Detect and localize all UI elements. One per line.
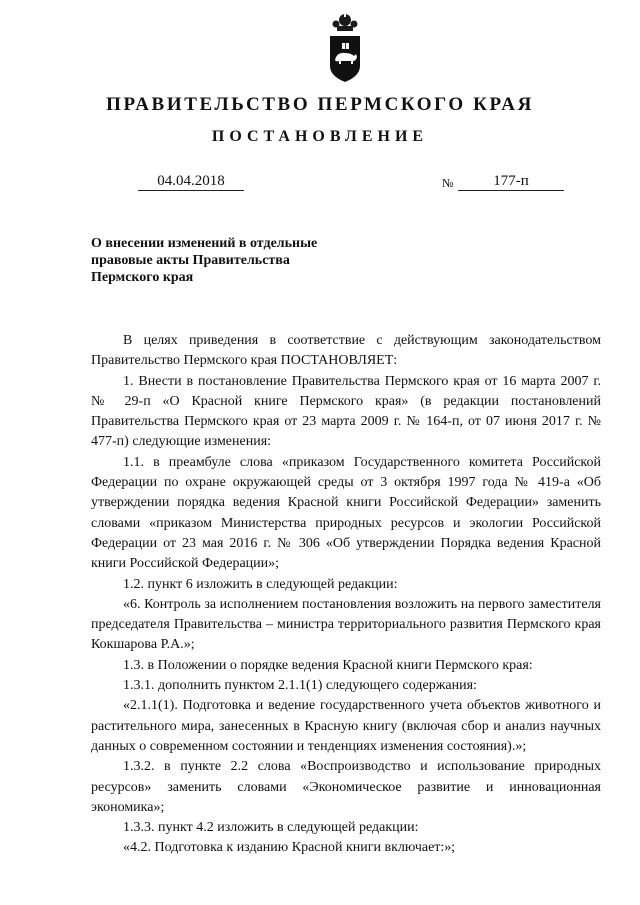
- number-sign: №: [442, 176, 454, 190]
- body-paragraph: 1.2. пункт 6 изложить в следующей редакции:: [123, 576, 398, 592]
- document-subject: [91, 235, 351, 286]
- body-paragraph: 1.3. в Положении о порядке ведения Красной книги Пермского края:: [123, 657, 533, 673]
- coat-of-arms-icon: [327, 14, 363, 84]
- document-type: ПОСТАНОВЛЕНИЕ: [211, 128, 429, 145]
- government-title: ПРАВИТЕЛЬСТВО ПЕРМСКОГО КРАЯ: [106, 94, 534, 115]
- body-paragraph: 1.3.1. дополнить пунктом 2.1.1(1) следующего содержания:: [123, 678, 477, 694]
- document-date: 04.04.2018: [138, 173, 244, 191]
- subject-line: правовые акты Правительства: [91, 253, 290, 268]
- body-paragraph: «6. Контроль за исполнением постановления возложить на первого заместителя председателя Правительства – министра территориального развития Пермского края Кокшарова Р.А.»;: [91, 596, 601, 653]
- body-paragraph: 1.1. в преамбуле слова «приказом Государственного комитета Российской Федерации по охране окружающей среды от 3 октября 1997 года № 419-а «Об утверждении порядка ведения Красной книги Российской Федерации» заменить словами «приказом Министерства природных ресурсов и экологии Российской Федерации от 23 мая 2016 г. № 306 «Об утверждении Порядка ведения Красной книги Российской Федерации»;: [91, 454, 601, 572]
- body-paragraph: 1.3.3. пункт 4.2 изложить в следующей редакции:: [123, 820, 419, 836]
- body-paragraph: «2.1.1(1). Подготовка и ведение государственного учета объектов животного и растительного мира, занесенных в Красную книгу (включая сбор и анализ научных данных о современном состоянии и тенденциях изменения состояния).»;: [91, 698, 601, 754]
- body-paragraph: 1.3.2. в пункте 2.2 слова «Воспроизводство и использование природных ресурсов» заменить словами «Экономическое развитие и инновационная экономика»;: [91, 759, 601, 815]
- subject-line: Пермского края: [91, 270, 194, 285]
- body-paragraph: 1. Внести в постановление Правительства Пермского края от 16 марта 2007 г. № 29-п «О Красной книге Пермского края» (в редакции постановлений Правительства Пермского края от 23 марта 2009 г. № 164-п, от 07 июня 2017 г. № 477-п) следующие изменения:: [91, 373, 601, 450]
- body-paragraph: «4.2. Подготовка к изданию Красной книги включает:»;: [123, 840, 456, 856]
- body-paragraph: В целях приведения в соответствие с действующим законодательством Правительство Пермского края ПОСТАНОВЛЯЕТ:: [91, 333, 601, 369]
- document-number: 177-п: [458, 173, 564, 191]
- document-body: [91, 331, 601, 859]
- subject-line: О внесении изменений в отдельные: [91, 236, 318, 251]
